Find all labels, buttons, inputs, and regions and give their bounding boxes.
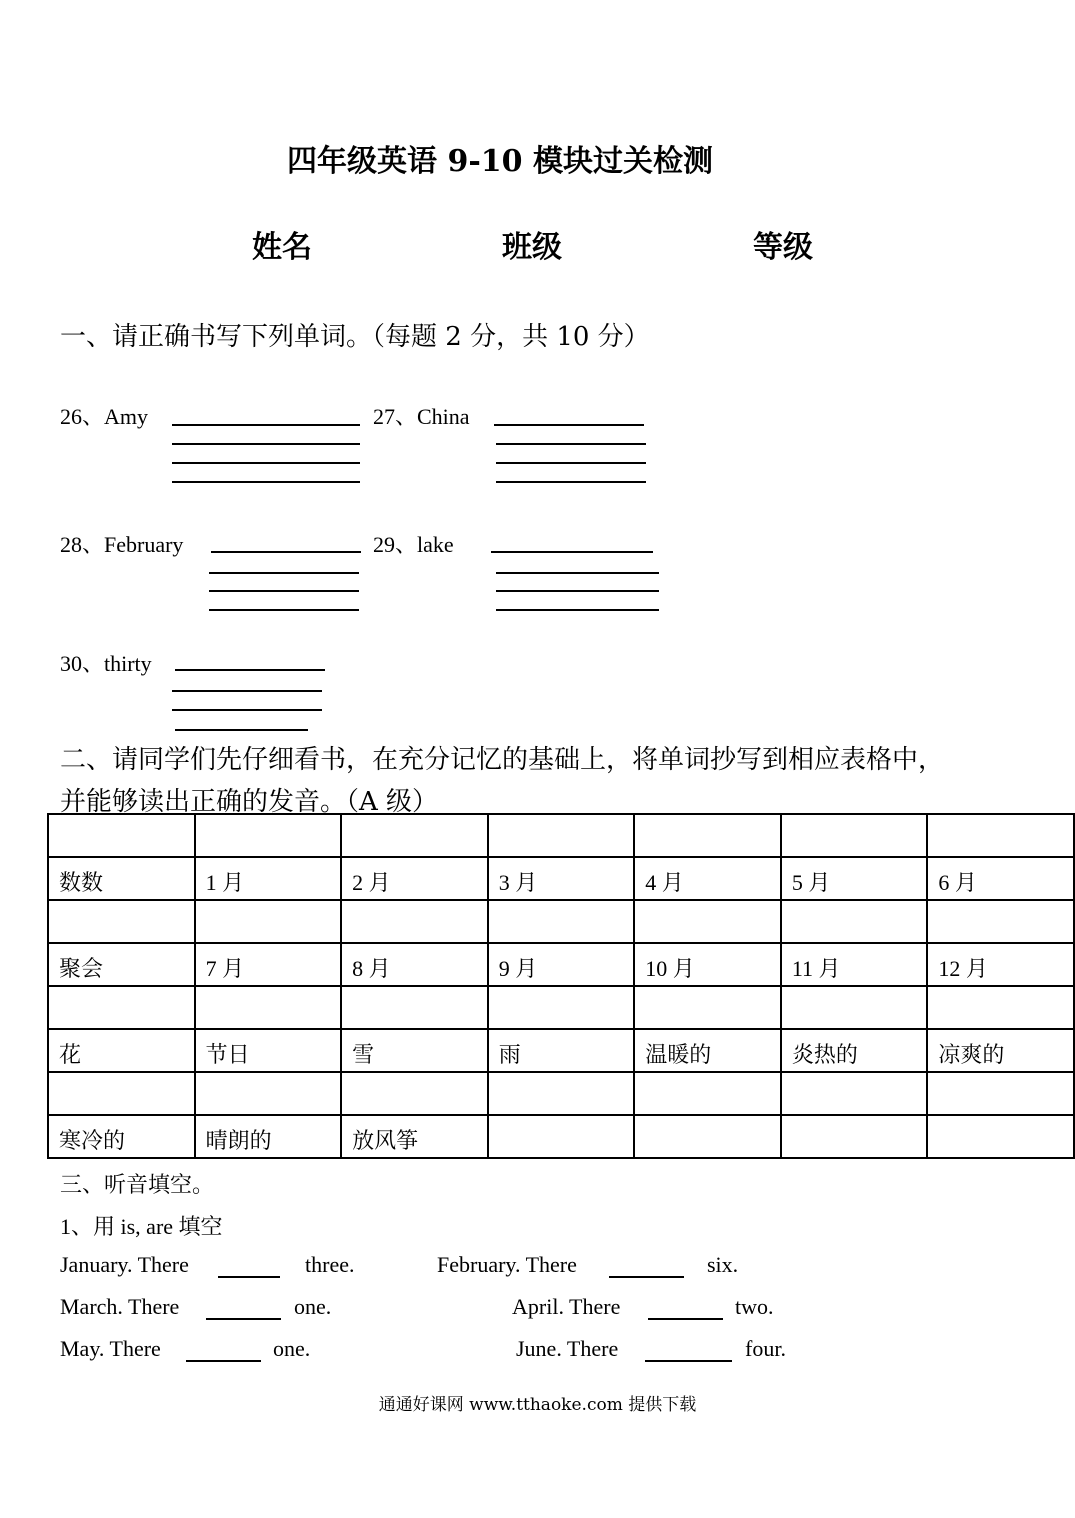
blank-cell[interactable] <box>488 900 635 943</box>
table-cell: 8 月 <box>341 943 488 986</box>
fill-left-a-3: May. There <box>60 1336 161 1361</box>
table-cell: 11 月 <box>781 943 928 986</box>
writing-line[interactable] <box>172 443 360 445</box>
table-cell: 3 月 <box>488 857 635 900</box>
word-item-30: 30、thirty <box>60 651 152 676</box>
fill-right-b-2: two. <box>735 1294 774 1319</box>
answer-blank[interactable] <box>648 1318 723 1320</box>
writing-line[interactable] <box>496 462 646 464</box>
blank-cell[interactable] <box>634 986 781 1029</box>
word-item-29: 29、lake <box>373 532 454 557</box>
writing-line[interactable] <box>172 709 322 711</box>
blank-cell[interactable] <box>341 1072 488 1115</box>
table-row <box>48 1029 1074 1072</box>
blank-cell[interactable] <box>48 1072 195 1115</box>
word-item-26: 26、Amy <box>60 404 149 429</box>
writing-line[interactable] <box>172 462 360 464</box>
table-cell: 4 月 <box>634 857 781 900</box>
table-cell: 数数 <box>48 857 195 900</box>
footer-credit: 通通好课网 www.tthaoke.com 提供下载 <box>378 1395 697 1415</box>
blank-row[interactable] <box>48 986 1074 1029</box>
writing-line[interactable] <box>496 590 659 592</box>
writing-line[interactable] <box>491 551 653 553</box>
answer-blank[interactable] <box>186 1360 261 1362</box>
blank-cell[interactable] <box>488 986 635 1029</box>
blank-cell[interactable] <box>781 814 928 857</box>
fill-left-b-1: three. <box>305 1252 355 1277</box>
writing-line[interactable] <box>175 669 325 671</box>
blank-cell[interactable] <box>195 1072 342 1115</box>
answer-blank[interactable] <box>218 1276 280 1278</box>
fill-right-a-1: February. There <box>437 1252 577 1277</box>
writing-line[interactable] <box>175 729 308 731</box>
table-cell: 1 月 <box>195 857 342 900</box>
writing-line[interactable] <box>211 551 361 553</box>
table-cell: 7 月 <box>195 943 342 986</box>
writing-line[interactable] <box>172 690 322 692</box>
blank-cell[interactable] <box>341 986 488 1029</box>
answer-blank[interactable] <box>206 1318 281 1320</box>
table-cell: 晴朗的 <box>195 1115 342 1158</box>
blank-cell[interactable] <box>488 1072 635 1115</box>
answer-blank[interactable] <box>609 1276 684 1278</box>
answer-blank[interactable] <box>645 1360 732 1362</box>
table-cell: 2 月 <box>341 857 488 900</box>
page-title: 四年级英语 9-10 模块过关检测 <box>287 144 713 179</box>
blank-cell[interactable] <box>341 814 488 857</box>
fill-right-a-2: April. There <box>512 1294 621 1319</box>
grade-label: 等级 <box>753 230 813 265</box>
blank-cell[interactable] <box>195 986 342 1029</box>
table-cell: 温暖的 <box>634 1029 781 1072</box>
blank-cell[interactable] <box>48 900 195 943</box>
table-cell: 6 月 <box>927 857 1074 900</box>
table-row <box>48 943 1074 986</box>
name-label: 姓名 <box>252 230 312 265</box>
fill-left-a-1: January. There <box>60 1252 189 1277</box>
blank-cell[interactable] <box>48 986 195 1029</box>
blank-cell[interactable] <box>927 986 1074 1029</box>
blank-row[interactable] <box>48 900 1074 943</box>
fill-right-b-3: four. <box>745 1336 786 1361</box>
table-cell <box>927 1115 1074 1158</box>
blank-cell[interactable] <box>781 900 928 943</box>
table-cell <box>488 1115 635 1158</box>
blank-cell[interactable] <box>781 1072 928 1115</box>
writing-line[interactable] <box>209 609 359 611</box>
fill-right-b-1: six. <box>707 1252 739 1277</box>
section3-heading: 三、听音填空。 <box>60 1173 215 1198</box>
table-cell: 放风筝 <box>341 1115 488 1158</box>
fill-left-b-2: one. <box>294 1294 332 1319</box>
blank-cell[interactable] <box>195 900 342 943</box>
fill-left-a-2: March. There <box>60 1294 180 1319</box>
table-cell <box>634 1115 781 1158</box>
blank-row[interactable] <box>48 1072 1074 1115</box>
table-cell: 节日 <box>195 1029 342 1072</box>
blank-cell[interactable] <box>927 814 1074 857</box>
table-cell: 5 月 <box>781 857 928 900</box>
writing-line[interactable] <box>496 481 646 483</box>
blank-cell[interactable] <box>341 900 488 943</box>
blank-cell[interactable] <box>634 814 781 857</box>
table-cell: 凉爽的 <box>927 1029 1074 1072</box>
word-item-27: 27、China <box>373 404 470 429</box>
section2-heading-line1: 二、请同学们先仔细看书，在充分记忆的基础上，将单词抄写到相应表格中， <box>60 745 945 775</box>
blank-cell[interactable] <box>488 814 635 857</box>
writing-line[interactable] <box>496 609 659 611</box>
table-cell: 花 <box>48 1029 195 1072</box>
table-row <box>48 857 1074 900</box>
table-cell: 聚会 <box>48 943 195 986</box>
blank-cell[interactable] <box>634 1072 781 1115</box>
section2-heading-line2: 并能够读出正确的发音。（A 级） <box>60 787 439 817</box>
blank-cell[interactable] <box>927 1072 1074 1115</box>
writing-line[interactable] <box>496 572 659 574</box>
blank-row[interactable] <box>48 814 1074 857</box>
blank-cell[interactable] <box>927 900 1074 943</box>
table-row <box>48 1115 1074 1158</box>
fill-right-a-3: June. There <box>516 1336 619 1361</box>
word-item-28: 28、February <box>60 532 184 557</box>
blank-cell[interactable] <box>781 986 928 1029</box>
writing-line[interactable] <box>496 443 646 445</box>
table-cell: 9 月 <box>488 943 635 986</box>
writing-line[interactable] <box>494 424 644 426</box>
fill-left-b-3: one. <box>273 1336 311 1361</box>
class-label: 班级 <box>502 230 562 265</box>
table-cell: 寒冷的 <box>48 1115 195 1158</box>
blank-cell[interactable] <box>48 814 195 857</box>
section1-heading: 一、请正确书写下列单词。（每题 2 分，共 10 分） <box>60 322 650 352</box>
table-cell <box>781 1115 928 1158</box>
writing-line[interactable] <box>209 590 359 592</box>
table-cell: 12 月 <box>927 943 1074 986</box>
writing-line[interactable] <box>172 424 360 426</box>
section3-subheading: 1、用 is, are 填空 <box>60 1214 223 1239</box>
table-cell: 10 月 <box>634 943 781 986</box>
table-cell: 炎热的 <box>781 1029 928 1072</box>
blank-cell[interactable] <box>634 900 781 943</box>
blank-cell[interactable] <box>195 814 342 857</box>
table-cell: 雨 <box>488 1029 635 1072</box>
writing-line[interactable] <box>209 572 359 574</box>
vocab-table <box>47 813 1075 1159</box>
writing-line[interactable] <box>172 481 360 483</box>
table-cell: 雪 <box>341 1029 488 1072</box>
